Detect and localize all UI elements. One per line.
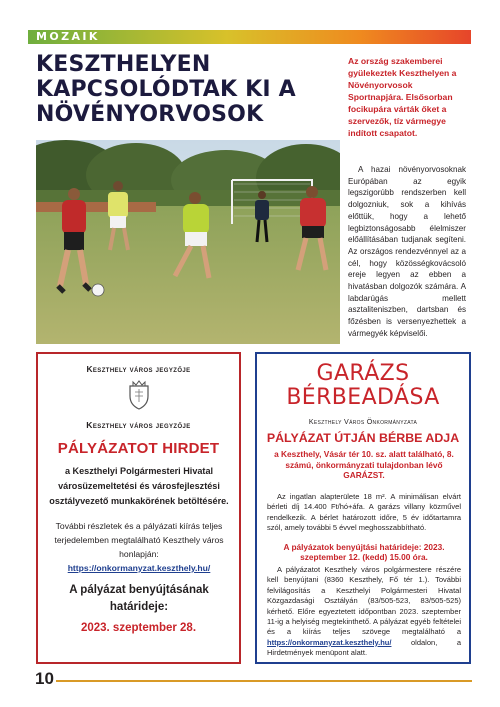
notary-office-heading: Keszthely város jegyzője bbox=[86, 420, 191, 430]
article-body: A hazai növényorvosoknak Európában az egyik legszigorúbb rendszerben kell dolgozniuk, sok a kihívás előttük, hogy a lehető legbiztonságosabb élelmiszer előállításában tudjanak segíteni. Az országos rendezvénnyel az a cél, hogy közösségkovácsoló ereje legyen az ebben a hivatásban dolgozók számára. A labdarúgás mellett asztaliteniszben, dartsban és főzésben is versenyezhettek a vármegyék képviselői. bbox=[348, 165, 466, 338]
notary-office-title: Keszthely város jegyzője bbox=[86, 364, 191, 374]
garage-title-line1: GARÁZS bbox=[316, 361, 410, 386]
page-number: 10 bbox=[35, 669, 54, 688]
more-info-text: További részletek és a pályázati kiírás teljes terjedelemben megtalálható Keszthely város honlapján: bbox=[54, 521, 224, 559]
football-match-photo bbox=[36, 140, 340, 344]
application-info-tail: oldalon, a Hirdetmények menüpont alatt. bbox=[267, 637, 461, 658]
garage-rental-ad bbox=[255, 352, 471, 664]
municipality-name: Keszthely Város Önkormányzata bbox=[308, 418, 418, 426]
garage-ad-title bbox=[257, 362, 469, 410]
job-ad-description: a Keszthelyi Polgármesteri Hivatal városüzemeltetési és városfejlesztési osztályvezető munkakörének betöltésére. bbox=[49, 466, 229, 506]
footer-divider bbox=[56, 680, 472, 682]
job-ad-title: PÁLYÁZATOT HIRDET bbox=[57, 440, 220, 457]
job-ad-deadline: 2023. szeptember 28. bbox=[80, 622, 197, 634]
garage-location: a Keszthely, Vásár tér 10. sz. alatt található, 8. számú, önkormányzati tulajdonban lévő GARÁZST. bbox=[274, 449, 454, 481]
article-lead: Az ország szakemberei gyülekeztek Keszthelyen a Növényorvosok Sportnapjára. Elsősorban focikupára várták őket a szervezők, tíz vármegye indított csapatot. bbox=[348, 56, 457, 138]
garage-deadline: A pályázatok benyújtási határideje: 2023. szeptember 12. (kedd) 15.00 óra. bbox=[283, 542, 445, 563]
garage-terms: Az ingatlan alapterülete 18 m². A minimálisan elvárt bérleti díj 14.400 Ft/hó+áfa. A garázs villany közművel rendelkezik. A bérlet határozott időre, 5 év időtartamra szól, amely további 5 évvel meghosszabbítható. bbox=[267, 492, 461, 533]
notary-job-ad bbox=[36, 352, 241, 664]
job-ad-deadline-label: A pályázat benyújtásának határideje: bbox=[69, 584, 209, 613]
article-headline: KESZTHELYEN KAPCSOLÓDTAK KI A NÖVÉNYORVOSOK bbox=[36, 52, 296, 127]
garage-title-line2: BÉRBEADÁSA bbox=[286, 385, 440, 410]
job-ad-link[interactable]: https://onkormanyzat.keszthely.hu/ bbox=[67, 563, 211, 573]
garage-application-info bbox=[267, 565, 461, 659]
town-crest-icon bbox=[127, 380, 151, 410]
garage-ad-subtitle: PÁLYÁZAT ÚTJÁN BÉRBE ADJA bbox=[266, 431, 460, 445]
section-bar bbox=[28, 30, 471, 44]
job-ad-more-info bbox=[46, 519, 232, 575]
application-info-text: A pályázatot Keszthely város polgármestere részére kell benyújtani (8360 Keszthely, Fő tér 1.). További felvilágosítás a Keszthelyi Polgármesteri Hivatal Közgazdasági Osztályán (83/505-523, 83/505-525) kérhető. Előre egyeztetett időpontban 2023. szeptember 11-ig a helyiség megtekinthető. A pályázat egyéb feltételei és a kiírás teljes szövege megtalálható a bbox=[267, 565, 461, 637]
section-label: MOZAIK bbox=[36, 30, 100, 43]
garage-ad-link[interactable]: https://onkormanyzat.keszthely.hu/ bbox=[267, 637, 392, 647]
